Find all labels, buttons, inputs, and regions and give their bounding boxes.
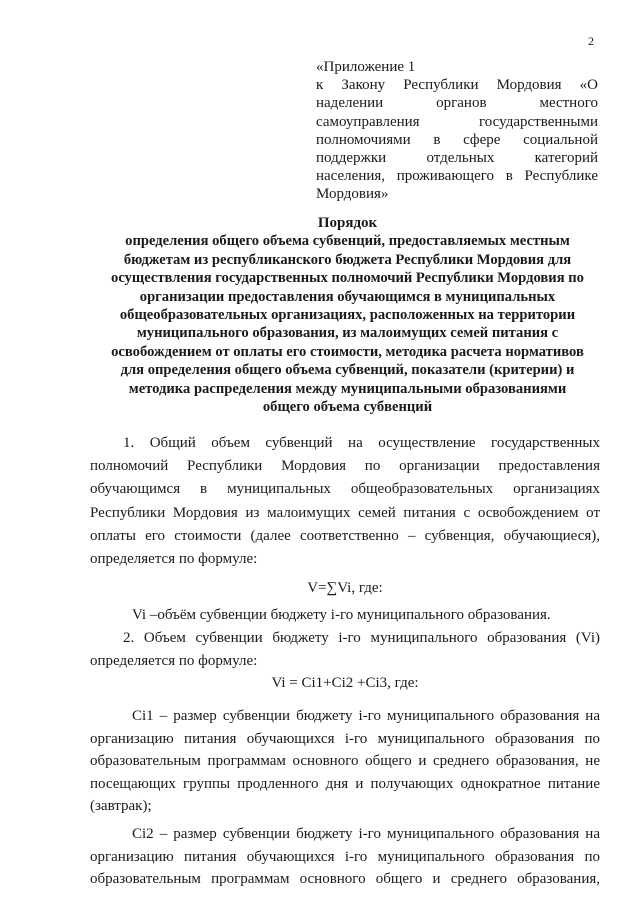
ci1-definition <box>90 705 600 818</box>
formula-2 <box>90 672 600 695</box>
paragraph-2 <box>90 627 600 673</box>
annex-line: поддержки отдельных категорий <box>316 150 598 167</box>
text-line: посещающих группы продленного дня и получающих однократное питание <box>90 775 600 792</box>
formula-text: Vi = Ci1+Ci2 +Ci3, где: <box>271 675 419 691</box>
heading-line: общего объема субвенций <box>262 399 433 416</box>
text-line: Ci2 – размер субвенции бюджету i-го муниципального образования на <box>132 826 600 842</box>
annex-line: к Закону Республики Мордовия «О <box>316 77 598 94</box>
heading-line: бюджетам из республиканского бюджета Республики Мордовия для <box>123 251 572 268</box>
annex-line: наделении органов местного <box>316 95 598 112</box>
page-number: 2 <box>588 34 594 48</box>
text-line: оплаты его стоимости (далее соответственно – субвенция, обучающиеся), <box>90 527 600 544</box>
ci2-definition <box>90 823 600 891</box>
text-line: обучающимся в муниципальных общеобразовательных организациях <box>90 481 600 498</box>
text-line: образовательным программам основного общего и среднего образования, <box>90 871 600 887</box>
text-line: полномочий Республики Мордовия по организации предоставления <box>90 458 600 475</box>
heading-line: методика распределения между муниципальными образованиями <box>128 380 567 397</box>
text-line: (завтрак); <box>90 798 152 814</box>
text-line: определяется по формуле: <box>90 653 258 670</box>
formula-1 <box>90 577 600 600</box>
heading-line: организации предоставления обучающимся в муниципальных <box>139 288 556 305</box>
text-line: образовательным программам основного общего и среднего образования, не <box>90 753 600 769</box>
annex-reference <box>316 58 598 204</box>
text-line: определяется по формуле: <box>90 551 258 568</box>
document-heading <box>90 214 605 416</box>
text-line: Vi –объём субвенции бюджету i-го муниципального образования. <box>132 607 551 623</box>
heading-line: освобождением от оплаты его стоимости, методика расчета нормативов <box>111 343 584 360</box>
heading-line: определения общего объема субвенций, предоставляемых местным <box>125 233 570 250</box>
heading-line: для определения общего объема субвенций, показатели (критерии) и <box>120 362 575 379</box>
text-line: организацию питания обучающихся i-го муниципального образования по <box>90 848 600 865</box>
annex-title: «Приложение 1 <box>316 59 416 75</box>
formula-text: V=∑Vi, где: <box>307 580 383 596</box>
text-line: 2. Объем субвенции бюджету i-го муниципального образования (Vi) <box>123 630 600 646</box>
heading-title: Порядок <box>317 215 378 231</box>
heading-line: муниципального образования, из малоимущих семей питания с <box>136 325 559 342</box>
text-line: 1. Общий объем субвенций на осуществление государственных <box>123 435 600 451</box>
text-line: Ci1 – размер субвенции бюджету i-го муниципального образования на <box>132 708 600 724</box>
heading-line: осуществления государственных полномочий Республики Мордовия по <box>111 270 584 287</box>
text-line: Республики Мордовия из малоимущих семей питания с освобождением от <box>90 504 600 521</box>
vi-definition <box>90 604 600 627</box>
annex-line: самоуправления государственными <box>316 113 598 130</box>
paragraph-1 <box>90 432 600 571</box>
text-line: организацию питания обучающихся i-го муниципального образования по <box>90 730 600 747</box>
annex-line: Мордовия» <box>316 186 389 203</box>
annex-line: населения, проживающего в Республике <box>316 168 598 185</box>
annex-line: полномочиями в сфере социальной <box>316 131 598 148</box>
heading-line: общеобразовательных организациях, расположенных на территории <box>119 307 576 324</box>
